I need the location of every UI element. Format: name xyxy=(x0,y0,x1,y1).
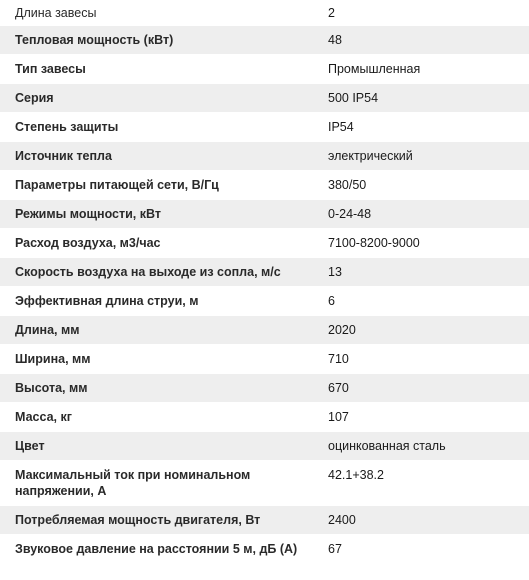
spec-value: 6 xyxy=(320,287,529,316)
spec-value: 67 xyxy=(320,535,529,580)
spec-value: 380/50 xyxy=(320,171,529,200)
spec-value: 670 xyxy=(320,374,529,403)
spec-label: Серия xyxy=(0,84,320,113)
spec-value: 48 xyxy=(320,26,529,55)
spec-label: Максимальный ток при номинальном напряжении, А xyxy=(0,461,320,506)
spec-label: Высота, мм xyxy=(0,374,320,403)
spec-label: Эффективная длина струи, м xyxy=(0,287,320,316)
spec-label: Расход воздуха, м3/час xyxy=(0,229,320,258)
spec-label: Тип завесы xyxy=(0,55,320,84)
spec-label: Источник тепла xyxy=(0,142,320,171)
table-row xyxy=(0,506,529,535)
spec-value: 2020 xyxy=(320,316,529,345)
spec-label: Длина, мм xyxy=(0,316,320,345)
spec-label: Цвет xyxy=(0,432,320,461)
spec-value: IP54 xyxy=(320,113,529,142)
table-row xyxy=(0,0,529,26)
spec-label: Тепловая мощность (кВт) xyxy=(0,26,320,55)
table-row xyxy=(0,200,529,229)
spec-value: 13 xyxy=(320,258,529,287)
table-row xyxy=(0,55,529,84)
table-row xyxy=(0,535,529,580)
spec-value: оцинкованная сталь xyxy=(320,432,529,461)
table-row xyxy=(0,26,529,55)
table-row xyxy=(0,461,529,506)
spec-value: 7100-8200-9000 xyxy=(320,229,529,258)
spec-value: Промышленная xyxy=(320,55,529,84)
spec-value: 107 xyxy=(320,403,529,432)
spec-label: Звуковое давление на расстоянии 5 м, дБ (А) xyxy=(0,535,320,580)
spec-label: Масса, кг xyxy=(0,403,320,432)
table-row xyxy=(0,171,529,200)
spec-label: Режимы мощности, кВт xyxy=(0,200,320,229)
table-row xyxy=(0,142,529,171)
spec-value: электрический xyxy=(320,142,529,171)
table-row xyxy=(0,374,529,403)
spec-label: Длина завесы xyxy=(0,0,320,26)
spec-value: 2 xyxy=(320,0,529,26)
table-row xyxy=(0,287,529,316)
table-row xyxy=(0,403,529,432)
spec-label: Ширина, мм xyxy=(0,345,320,374)
spec-label: Параметры питающей сети, В/Гц xyxy=(0,171,320,200)
spec-value: 2400 xyxy=(320,506,529,535)
spec-value: 710 xyxy=(320,345,529,374)
table-row xyxy=(0,229,529,258)
spec-label: Потребляемая мощность двигателя, Вт xyxy=(0,506,320,535)
spec-value: 0-24-48 xyxy=(320,200,529,229)
spec-value: 42.1+38.2 xyxy=(320,461,529,506)
table-row xyxy=(0,258,529,287)
spec-label: Скорость воздуха на выходе из сопла, м/с xyxy=(0,258,320,287)
table-row xyxy=(0,316,529,345)
table-row xyxy=(0,432,529,461)
table-row xyxy=(0,113,529,142)
spec-value: 500 IP54 xyxy=(320,84,529,113)
table-row xyxy=(0,84,529,113)
table-row xyxy=(0,345,529,374)
spec-label: Степень защиты xyxy=(0,113,320,142)
